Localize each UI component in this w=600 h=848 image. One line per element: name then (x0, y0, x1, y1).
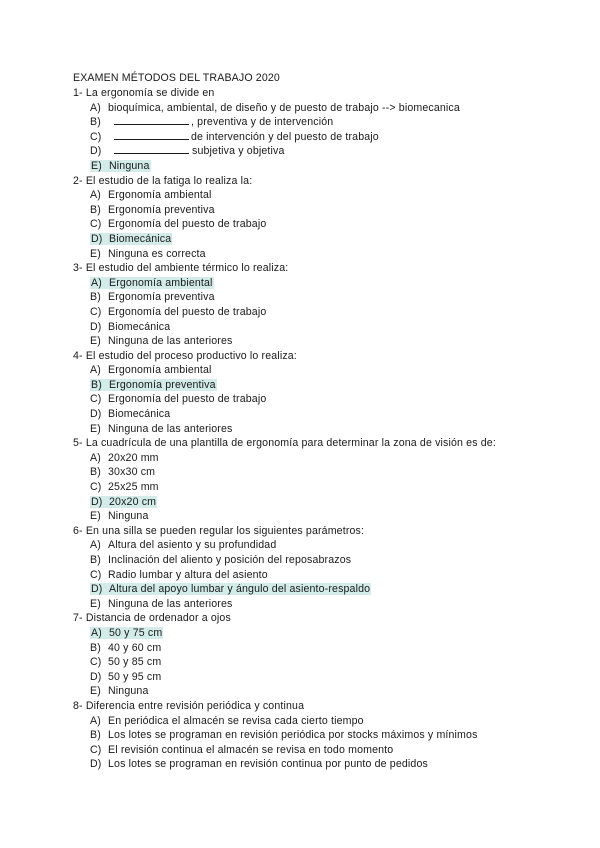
question-6-option (73, 582, 593, 597)
option-text: Ninguna de las anteriores (108, 335, 233, 348)
highlighted-answer (90, 496, 157, 508)
option-text-wrap (108, 642, 161, 654)
option-text-wrap (109, 233, 171, 245)
option-text-wrap (108, 145, 285, 157)
question-3-option (73, 320, 593, 335)
option-letter: D) (90, 320, 102, 333)
option-letter: C) (90, 218, 102, 231)
question-7-option (73, 670, 593, 685)
option-text-wrap (108, 291, 215, 303)
question-7-option (73, 641, 593, 656)
question-8-option (73, 757, 593, 772)
question-4-option (73, 378, 593, 393)
option-letter: B) (90, 291, 101, 304)
option-text-wrap (108, 715, 364, 727)
option-text: Ergonomía del puesto de trabajo (108, 393, 267, 406)
option-letter: C) (90, 305, 102, 318)
option-text-wrap (108, 539, 276, 551)
exam-title: EXAMEN MÉTODOS DEL TRABAJO 2020 (73, 72, 280, 84)
question-1-option (73, 130, 593, 145)
question-4: 4- El estudio del proceso productivo lo realiza: (73, 349, 297, 362)
option-letter: C) (90, 656, 102, 669)
option-letter: A) (90, 189, 101, 202)
option-letter: A) (90, 364, 101, 377)
option-text-wrap (108, 598, 232, 610)
option-letter: E) (90, 335, 101, 348)
option-letter: D) (90, 145, 102, 158)
option-text: 50 y 75 cm (109, 626, 163, 639)
question-2-option (73, 247, 593, 262)
option-text: Ergonomía ambiental (108, 189, 212, 202)
question-5-option (73, 465, 593, 480)
option-text-wrap (108, 423, 232, 435)
option-text: Altura del asiento y su profundidad (108, 539, 277, 552)
question-3-option (73, 276, 593, 291)
question-6-option (73, 538, 593, 553)
question-4-option (73, 392, 593, 407)
question-6-option (73, 597, 593, 612)
option-text-wrap (109, 496, 156, 508)
question-3-option (73, 305, 593, 320)
highlighted-answer (90, 233, 172, 245)
question-1-option (73, 159, 593, 174)
option-text: Ergonomía del puesto de trabajo (108, 218, 267, 231)
option-letter: A) (91, 626, 102, 639)
option-text-wrap (108, 321, 170, 333)
option-text: , preventiva y de intervención (191, 116, 334, 129)
option-letter: C) (90, 743, 102, 756)
question-list (73, 86, 593, 772)
option-text-wrap (108, 554, 351, 566)
option-text-wrap (108, 131, 379, 143)
option-text: Ergonomía ambiental (109, 276, 213, 289)
question-3: 3- El estudio del ambiente térmico lo realiza: (73, 262, 289, 275)
option-text-wrap (108, 204, 215, 216)
option-text-wrap (108, 218, 266, 230)
option-text-wrap (108, 671, 161, 683)
option-letter: D) (91, 495, 103, 508)
option-text: Biomecánica (108, 320, 171, 333)
option-text: Los lotes se programan en revisión periódica por stocks máximos y mínimos (108, 729, 478, 742)
option-letter: D) (91, 583, 103, 596)
question-5-option (73, 509, 593, 524)
option-text: Ninguna es correcta (108, 247, 206, 260)
question-7-option (73, 626, 593, 641)
question-5-option (73, 480, 593, 495)
option-text: Biomecánica (109, 232, 172, 245)
highlighted-answer (90, 583, 371, 595)
question-2-option (73, 188, 593, 203)
option-text: Ninguna de las anteriores (108, 422, 233, 435)
option-letter: A) (90, 539, 101, 552)
option-text-wrap (108, 729, 478, 741)
question-1-option (73, 144, 593, 159)
option-text: de intervención y del puesto de trabajo (191, 130, 379, 143)
question-8-option (73, 728, 593, 743)
question-5-option (73, 495, 593, 510)
question-2-option (73, 232, 593, 247)
option-text: Ergonomía preventiva (109, 378, 216, 391)
fill-in-blank (114, 144, 189, 154)
question-8-option (73, 714, 593, 729)
question-1-option (73, 115, 593, 130)
option-text-wrap (108, 466, 155, 478)
option-text: Ergonomía del puesto de trabajo (108, 305, 267, 318)
option-text-wrap (109, 379, 216, 391)
option-text-wrap (109, 277, 213, 289)
option-letter: C) (90, 130, 102, 143)
option-text-wrap (109, 160, 150, 172)
option-text-wrap (108, 335, 232, 347)
option-text: bioquímica, ambiental, de diseño y de puesto de trabajo --> biomecanica (108, 101, 460, 114)
option-text: Ninguna (108, 685, 149, 698)
option-text: subjetiva y objetiva (192, 145, 285, 158)
option-text-wrap (108, 248, 206, 260)
option-text: Biomecánica (108, 408, 171, 421)
option-text-wrap (108, 744, 393, 756)
option-text-wrap (108, 393, 266, 405)
option-text-wrap (108, 452, 159, 464)
option-text-wrap (108, 685, 149, 697)
question-7-option (73, 655, 593, 670)
highlighted-answer (90, 627, 163, 639)
highlighted-answer (90, 379, 217, 391)
question-7-option (73, 684, 593, 699)
option-letter: B) (90, 116, 101, 129)
option-text-wrap (108, 656, 161, 668)
question-8: 8- Diferencia entre revisión periódica y continua (73, 699, 305, 712)
option-letter: B) (90, 466, 101, 479)
option-letter: A) (90, 451, 101, 464)
option-text: Los lotes se programan en revisión continua por punto de pedidos (108, 758, 428, 771)
question-8-option (73, 743, 593, 758)
question-6: 6- En una silla se pueden regular los siguientes parámetros: (73, 524, 365, 537)
option-text-wrap (108, 510, 149, 522)
question-6-option (73, 568, 593, 583)
option-letter: E) (91, 159, 102, 172)
option-text: Ninguna de las anteriores (108, 597, 233, 610)
option-letter: B) (90, 203, 101, 216)
option-text: 50 y 85 cm (108, 656, 162, 669)
option-text: 25x25 mm (108, 481, 159, 494)
highlighted-answer (90, 277, 214, 289)
option-text-wrap (109, 627, 162, 639)
option-text: 20x20 cm (109, 495, 157, 508)
option-letter: B) (90, 729, 101, 742)
option-letter: E) (90, 247, 101, 260)
option-text: El revisión continua el almacén se revisa en todo momento (108, 743, 394, 756)
option-letter: A) (90, 101, 101, 114)
fill-in-blank (114, 115, 189, 125)
question-3-option (73, 290, 593, 305)
question-4-option (73, 407, 593, 422)
option-letter: B) (90, 554, 101, 566)
option-text-wrap (108, 569, 268, 581)
question-4-option (73, 422, 593, 437)
fill-in-blank (114, 130, 189, 140)
option-text: Ninguna (108, 510, 149, 523)
option-letter: D) (90, 408, 102, 421)
question-1-option (73, 101, 593, 116)
question-5-option (73, 451, 593, 466)
question-7: 7- Distancia de ordenador a ojos (73, 612, 231, 625)
option-text: 20x20 mm (108, 451, 159, 464)
option-text-wrap (108, 758, 428, 770)
question-3-option (73, 334, 593, 349)
option-letter: B) (90, 641, 101, 654)
option-letter: A) (91, 276, 102, 289)
option-text: Ergonomía preventiva (108, 291, 215, 304)
option-letter: E) (90, 597, 101, 610)
option-text: Radio lumbar y altura del asiento (108, 568, 268, 581)
question-1: 1- La ergonomía se divide en (73, 87, 215, 99)
option-text-wrap (108, 306, 266, 318)
option-text: Ergonomía preventiva (108, 203, 215, 216)
question-2: 2- El estudio de la fatiga lo realiza la: (73, 174, 253, 187)
option-text-wrap (108, 481, 159, 493)
option-text-wrap (108, 364, 212, 376)
option-letter: E) (90, 510, 101, 523)
option-text: 30x30 cm (108, 466, 156, 479)
option-text: Inclinación del aliento y posición del reposabrazos (108, 554, 352, 566)
option-text-wrap (108, 189, 212, 201)
option-text: 40 y 60 cm (108, 641, 162, 654)
question-5: 5- La cuadrícula de una plantilla de ergonomía para determinar la zona de visión es de: (73, 437, 496, 450)
option-letter: E) (90, 685, 101, 698)
option-letter: C) (90, 481, 102, 494)
question-6-option (73, 553, 593, 568)
option-letter: D) (90, 670, 102, 683)
option-text: Altura del apoyo lumbar y ángulo del asiento-respaldo (109, 583, 371, 596)
question-4-option (73, 363, 593, 378)
option-letter: C) (90, 568, 102, 581)
option-text-wrap (108, 116, 333, 128)
highlighted-answer (90, 160, 151, 172)
option-text-wrap (108, 102, 460, 114)
option-text: Ninguna (109, 159, 150, 172)
option-letter: C) (90, 393, 102, 406)
option-letter: D) (91, 232, 103, 245)
option-letter: D) (90, 758, 102, 771)
option-text-wrap (108, 408, 170, 420)
exam-document (73, 71, 593, 772)
option-letter: B) (91, 378, 102, 391)
option-text: Ergonomía ambiental (108, 364, 212, 377)
option-letter: A) (90, 714, 101, 727)
question-2-option (73, 217, 593, 232)
option-text: En periódica el almacén se revisa cada cierto tiempo (108, 714, 364, 727)
question-2-option (73, 203, 593, 218)
option-letter: E) (90, 422, 101, 435)
option-text: 50 y 95 cm (108, 670, 162, 683)
option-text-wrap (109, 583, 370, 595)
